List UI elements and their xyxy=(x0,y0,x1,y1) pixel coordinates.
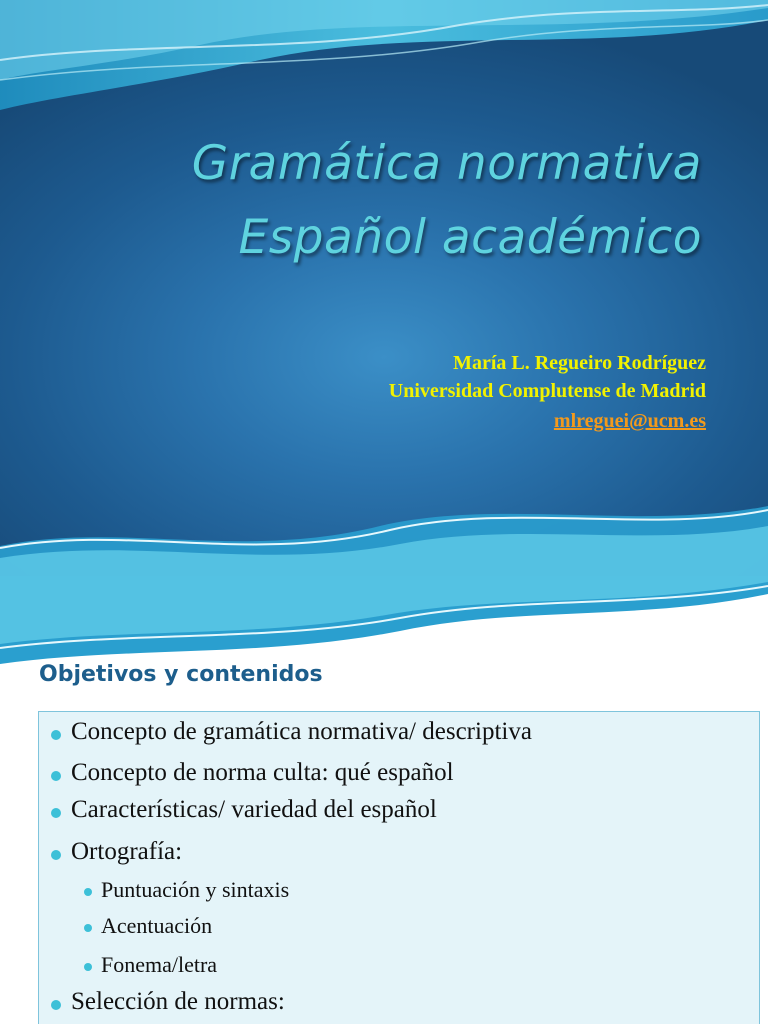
list-item xyxy=(71,988,285,1016)
list-item-text: Concepto de norma culta: qué español xyxy=(71,759,454,786)
list-item-text: Ortografía: xyxy=(71,838,183,865)
list-item-text: Fonema/letra xyxy=(101,952,218,977)
list-item xyxy=(71,796,437,824)
list-item-text: Puntuación y sintaxis xyxy=(101,877,290,902)
bullet-dot-icon xyxy=(51,808,61,818)
decorative-waves-bottom xyxy=(0,486,768,576)
list-item xyxy=(71,759,454,787)
email-link[interactable]: mlreguei@ucm.es xyxy=(553,410,706,432)
bullet-dot-icon xyxy=(84,963,92,971)
list-item xyxy=(101,877,289,903)
university-name: Universidad Complutense de Madrid xyxy=(388,380,706,402)
list-item-text: Selección de normas: xyxy=(71,988,285,1015)
list-item-text: Acentuación xyxy=(101,913,213,938)
bullet-dot-icon xyxy=(51,1000,61,1010)
title-line-1: Gramática normativa xyxy=(191,136,702,191)
bullet-dot-icon xyxy=(84,888,92,896)
list-item-text: Características/ variedad del español xyxy=(71,796,437,823)
decorative-waves-top xyxy=(0,0,768,120)
list-item xyxy=(101,913,212,939)
list-item-text: Concepto de gramática normativa/ descriptiva xyxy=(71,718,532,745)
content-slide xyxy=(0,576,768,1024)
title-line-2: Español académico xyxy=(238,210,702,265)
author-name: María L. Regueiro Rodríguez xyxy=(453,352,706,374)
bullet-dot-icon xyxy=(51,730,61,740)
bullet-list-box xyxy=(38,711,760,1024)
bullet-dot-icon xyxy=(51,771,61,781)
slide-heading: Objetivos y contenidos xyxy=(39,662,323,687)
list-item xyxy=(71,838,182,866)
bullet-dot-icon xyxy=(51,850,61,860)
list-item xyxy=(71,718,532,746)
decorative-waves-top xyxy=(0,576,768,666)
bullet-dot-icon xyxy=(84,924,92,932)
list-item xyxy=(101,952,217,978)
